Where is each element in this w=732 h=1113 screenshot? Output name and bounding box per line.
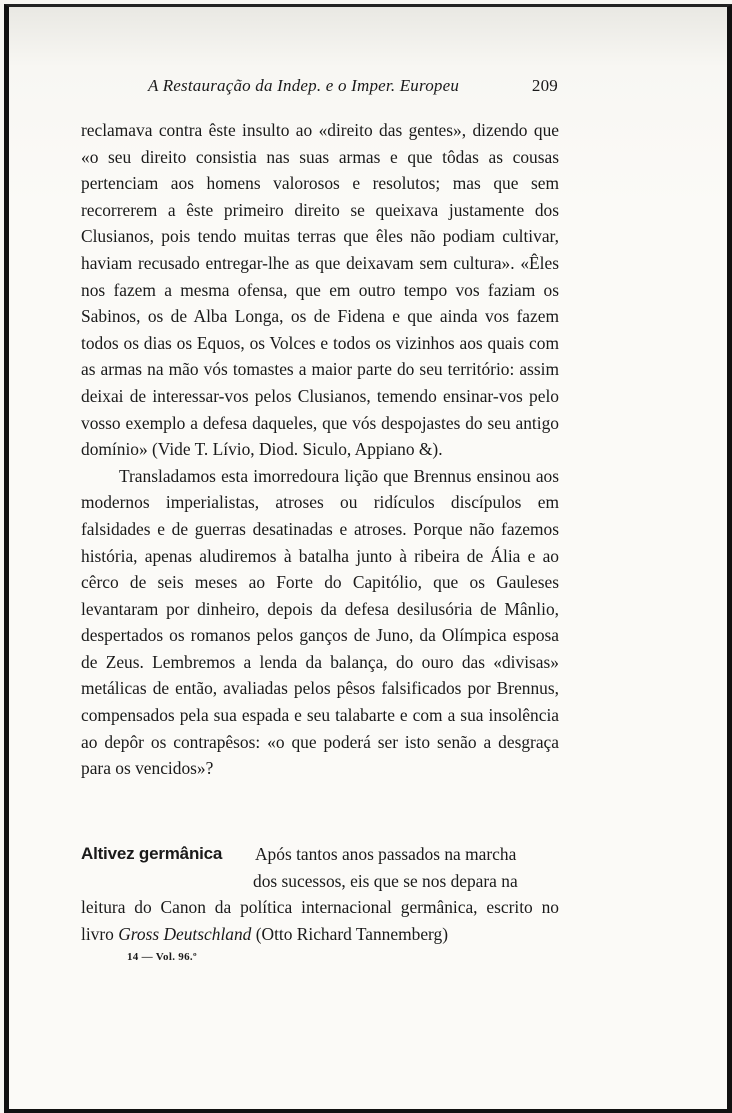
signature-mark: 14 — Vol. 96.º [127,951,197,963]
page-number: 209 [531,76,558,95]
section-text-end: (Otto Richard Tannemberg) [251,923,449,944]
section-text [81,894,559,947]
paragraph: reclamava contra êste insulto ao «direito das gentes», dizendo que «o seu direito consistia nas suas armas e que tôdas as cousas pertenciam aos homens valorosos e resolutos; mas que sem recorrerem a êste primeiro direito se queixava justamente dos Clusianos, pois tendo muitas terras que êles não podiam cultivar, haviam recusado entregar-lhe as que deixavam sem cultura». «Êles nos fazem a mesma ofensa, que em outro tempo vos faziam os Sabinos, os de Alba Longa, os de Fidena e que ainda vos fazem todos os dias os Equos, os Volces e todos os vizinhos aos quais com as armas na mão vós tomastes a maior parte do seu território: assim deixai de interessar-vos pelos Clusianos, temendo ensinar-vos pelo vosso exemplo a defesa daqueles, que vós despojastes do seu antigo domínio» (Vide T. Lívio, Diod. Siculo, Appiano &). [81,120,559,460]
section-text-start: leitura do Canon da política internacional germânica, escrito no livro [81,897,559,944]
section-line: dos sucessos, eis que se nos depara na [253,870,518,891]
paragraph: Transladamos esta imorredoura lição que Brennus ensinou aos modernos imperialistas, atroses ou ridículos discípulos em falsidades e de guerras desatinadas e atroses. Porque não fazemos história, apenas aludiremos à batalha junto à ribeira de Ália e ao cêrco de seis meses ao Forte do Capitólio, que os Gauleses levantaram por dinheiro, depois da defesa desilusória de Mânlio, despertados os romanos pelos ganços de Juno, da Olímpica esposa de Zeus. Lembremos a lenda da balança, do ouro das «divisas» metálicas de então, avaliadas pelos pêsos falsificados por Brennus, compensados pela sua espada e seu talabarte e com a sua insolência ao depôr os contrapêsos: «o que poderá ser isto senão a desgraça para os vencidos»? [81,465,559,779]
book-title: Gross Deutschland [118,923,252,944]
section-side-title: Altivez germânica [81,844,223,863]
section-altivez [81,841,559,947]
section-line: Após tantos anos passados na marcha [255,844,517,864]
body-text [81,117,559,782]
running-title: A Restauração da Indep. e o Imper. Europeu [148,76,460,95]
